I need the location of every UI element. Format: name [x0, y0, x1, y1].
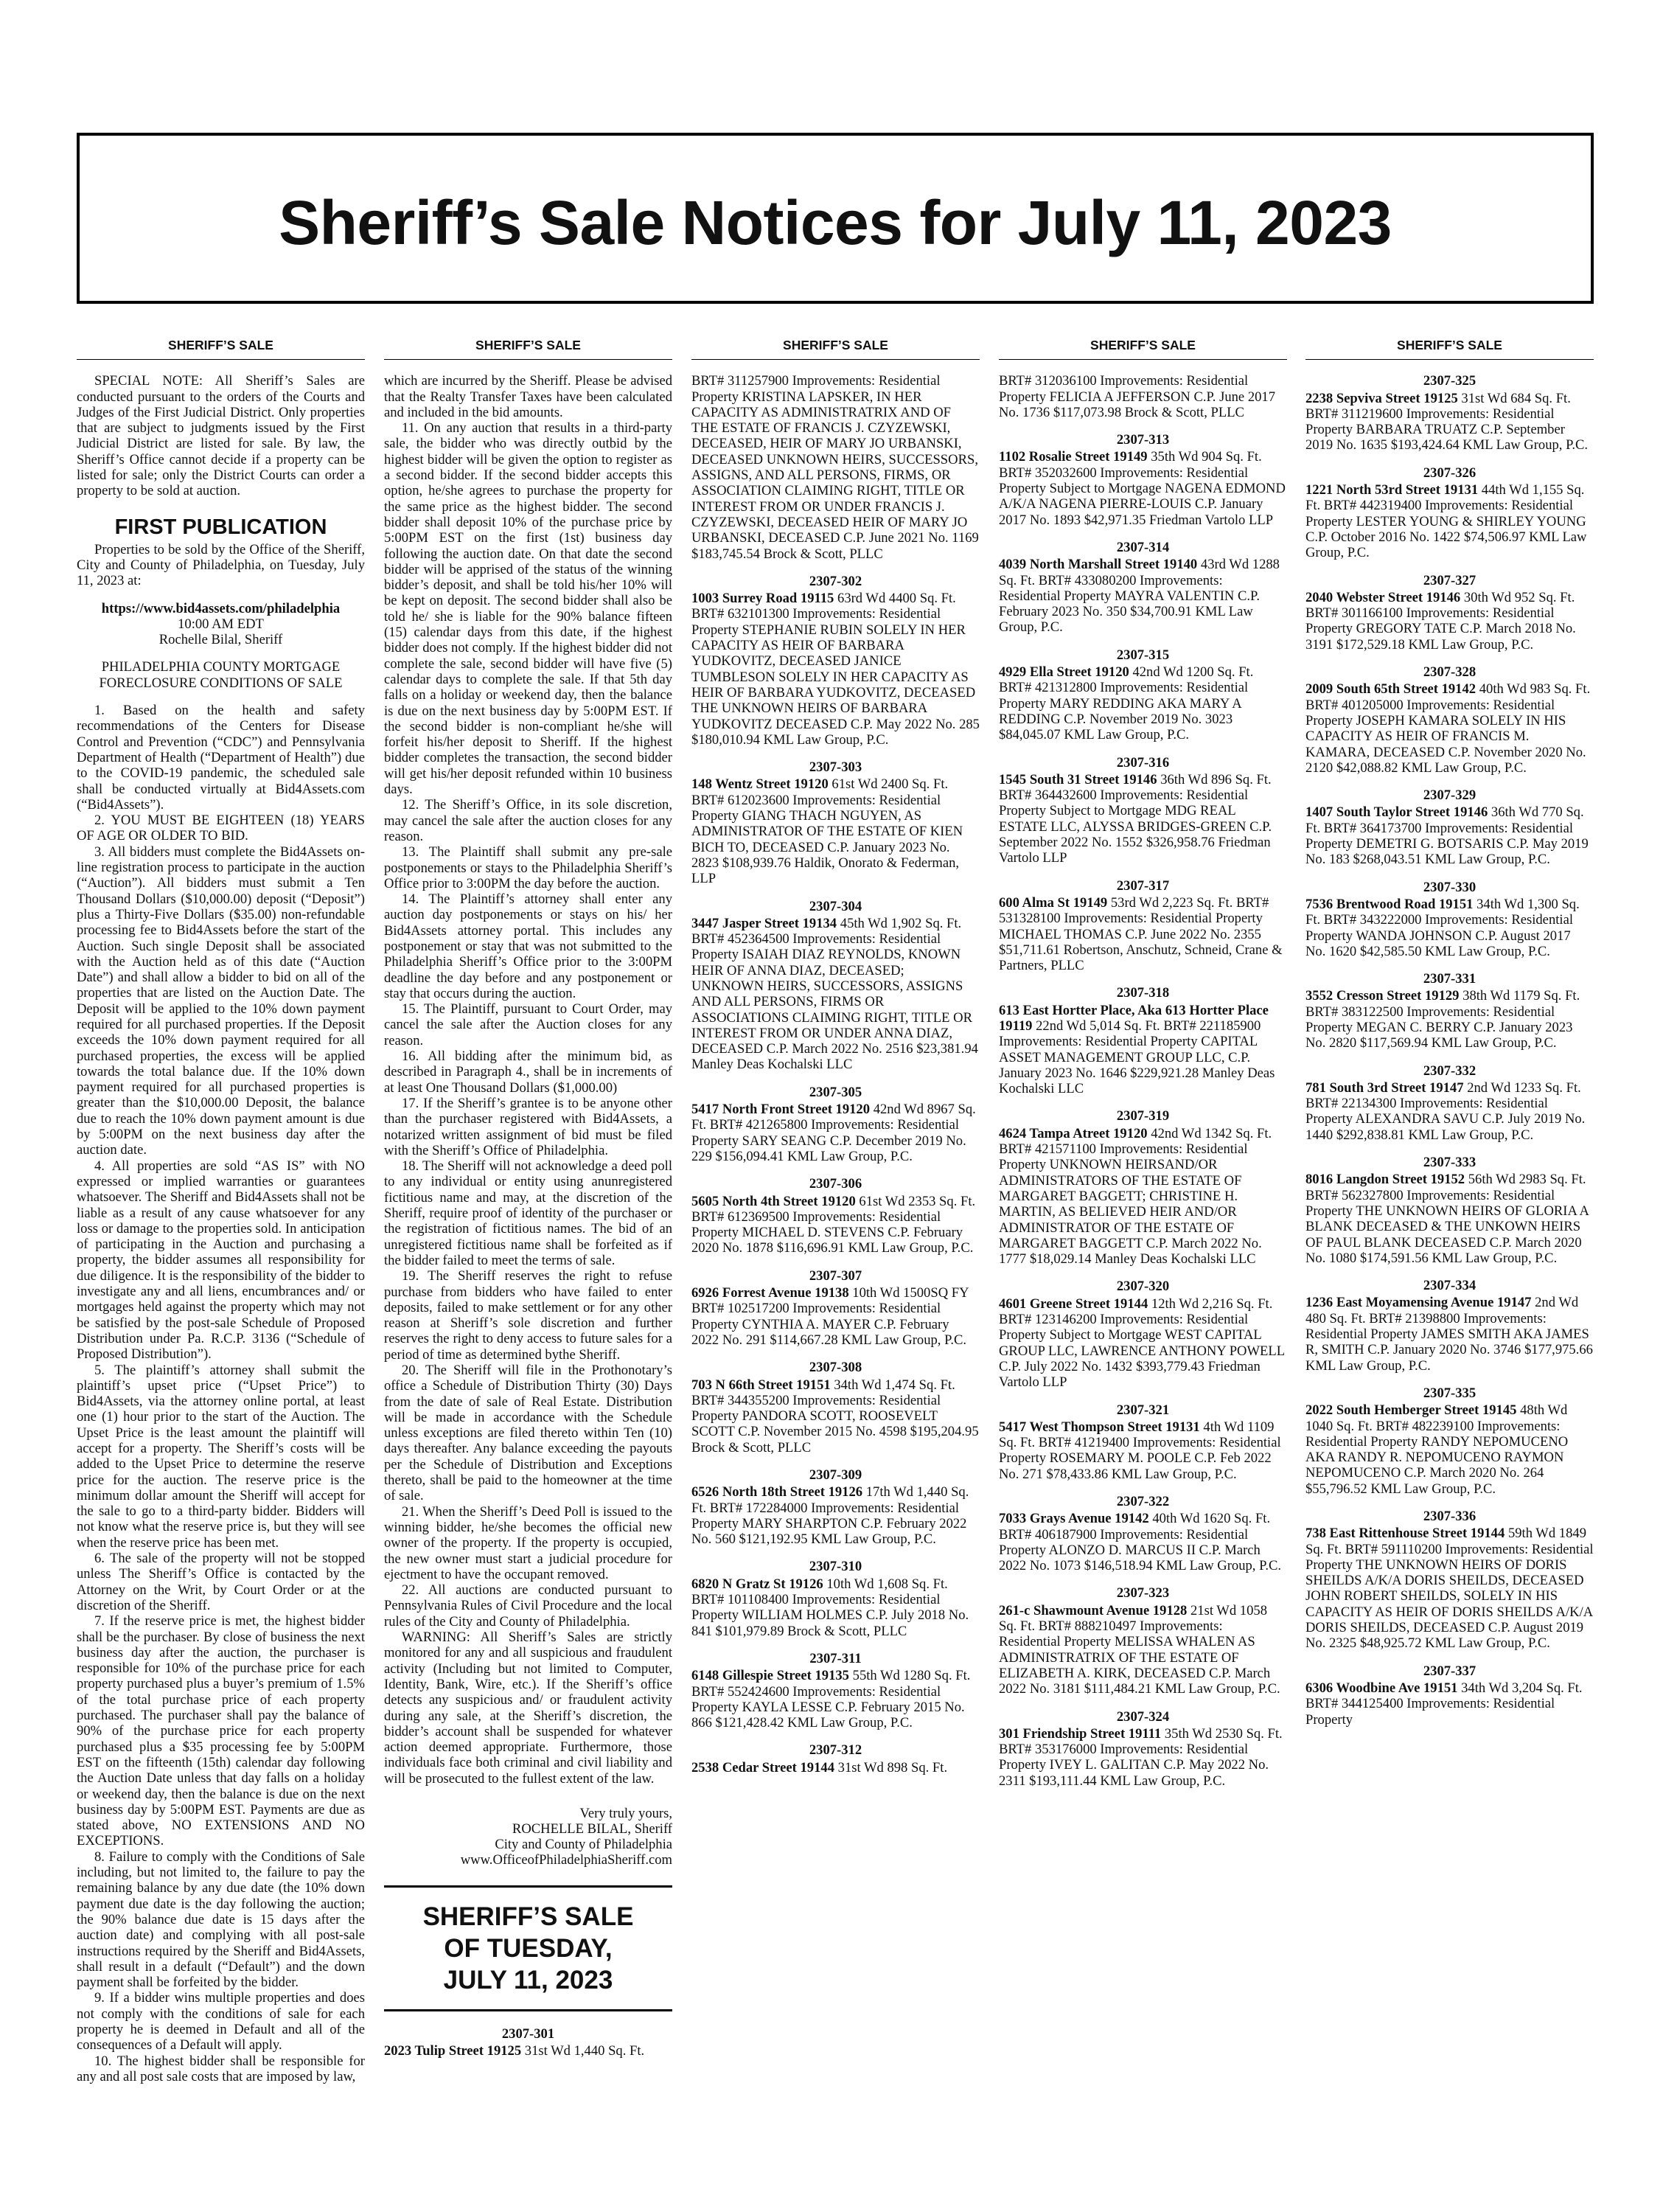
- lot-address: 3552 Cresson Street 19129: [1305, 988, 1460, 1004]
- lot-address: 781 South 3rd Street 19147: [1305, 1079, 1464, 1096]
- lot-description: [691, 776, 980, 886]
- lot-address: 5417 West Thompson Street 19131: [999, 1419, 1200, 1435]
- lot-item: [1305, 1155, 1594, 1266]
- title-box: [77, 133, 1594, 304]
- lot-description: [384, 2043, 672, 2059]
- lot-item: [691, 1467, 980, 1547]
- condition-item: 10. The highest bidder shall be responsible for any and all post sale costs that are imposed by law,: [77, 2053, 365, 2084]
- lot-description: [999, 895, 1287, 973]
- lot-number: 2307-305: [809, 1084, 862, 1100]
- lot-item: [999, 878, 1287, 974]
- lot-item: [999, 373, 1287, 420]
- lot-item: [999, 1709, 1287, 1789]
- lot-details: 30th Wd 952 Sq. Ft. BRT# 301166100 Improvements: Residential Property GREGORY TATE C.P. March 2018 No. 3191 $172,529.18 KML Law Group, P.C.: [1305, 589, 1576, 653]
- lot-details: 35th Wd 2530 Sq. Ft. BRT# 353176000 Improvements: Residential Property IVEY L. GALITAN C.P. May 2022 No. 2311 $193,111.44 KML Law Group, P.C.: [999, 1725, 1283, 1789]
- lot-description: [1305, 988, 1594, 1051]
- conditions-list-col2: [384, 373, 672, 1787]
- lot-address: 5417 North Front Street 19120: [691, 1102, 871, 1118]
- condition-item: 20. The Sheriff will file in the Prothonotary’s office a Schedule of Distribution Thirty (30) Days from the date of sale of Real Estate. Distribution will be made in accordance with the Schedule unless exceptions are filed thereto within Ten (10) days thereafter. Any balance exceeding the payouts per the Schedule of Distribution and Exceptions thereto, shall be paid to the homeowner at the time of sale.: [384, 1363, 672, 1504]
- lot-item: [999, 432, 1287, 528]
- lot-description: [999, 1419, 1287, 1482]
- lot-address: 4039 North Marshall Street 19140: [999, 557, 1198, 573]
- lot-description: [691, 591, 980, 748]
- lot-details: 63rd Wd 4400 Sq. Ft. BRT# 632101300 Improvements: Residential Property STEPHANIE RUBIN SOLELY IN HER CAPACITY AS HEIR OF BARBARA YUDKOVITZ, DECEASED JANICE TUMBLESON SOLELY IN HER CAPACITY AS HEIR OF BARBARA YUDKOVITZ, DECEASED THE UNKNOWN HEIRS OF BARBARA YUDKOVITZ DECEASED C.P. May 2022 No. 285 $180,010.94 KML Law Group, P.C.: [691, 591, 980, 748]
- lot-details: 61st Wd 2400 Sq. Ft. BRT# 612023600 Improvements: Residential Property GIANG THACH NGUYEN, AS ADMINISTRATOR OF THE ESTATE OF KIEN BICH TO, DECEASED C.P. January 2023 No. 2823 $108,939.76 Haldik, Onorato & Federman, LLP: [691, 776, 963, 887]
- lot-description: [691, 1668, 980, 1731]
- lot-description: [1305, 590, 1594, 653]
- lot-details: 10th Wd 1500SQ FY BRT# 102517200 Improvements: Residential Property CYNTHIA A. MAYER C.P. February 2022 No. 291 $114,667.28 KML Law Group, P.C.: [691, 1285, 969, 1348]
- lot-address: 6926 Forrest Avenue 19138: [691, 1285, 849, 1301]
- lot-number: 2307-322: [1116, 1494, 1170, 1509]
- lot-item: [384, 2026, 672, 2059]
- column-3: [691, 338, 980, 2181]
- lot-number: 2307-336: [1423, 1509, 1476, 1524]
- signature-block: [384, 1806, 672, 1868]
- lot-number: 2307-310: [809, 1559, 862, 1575]
- lot-address: 738 East Rittenhouse Street 19144: [1305, 1526, 1505, 1542]
- lot-number: 2307-320: [1116, 1279, 1170, 1295]
- conditions-title-1: PHILADELPHIA COUNTY MORTGAGE: [101, 659, 341, 675]
- lot-details: 45th Wd 1,902 Sq. Ft. BRT# 452364500 Improvements: Residential Property ISAIAH DIAZ REYNOLDS, KNOWN HEIR OF ANNA DIAZ, DECEASED; UNKNOWN HEIRS, SUCCESSORS, ASSIGNS AND ALL PERSONS, FIRMS OR ASSOCIATIONS CLAIMING RIGHT, TITLE OR INTEREST FROM OR UNDER ANNA DIAZ, DECEASED C.P. March 2022 No. 2516 $23,381.94 Manley Deas Kochalski LLC: [691, 915, 978, 1073]
- lot-details: 35th Wd 904 Sq. Ft. BRT# 352032600 Improvements: Residential Property Subject to Mortgage NAGENA EDMOND A/K/A NAGENA PIERRE-LOUIS C.P. January 2017 No. 1893 $42,971.35 Friedman Vartolo LLP: [999, 449, 1286, 528]
- column-2: [384, 338, 672, 2181]
- lot-item: [1305, 373, 1594, 453]
- lot-item: [1305, 1663, 1594, 1728]
- lot-number: 2307-325: [1423, 373, 1476, 389]
- lot-item: [1305, 880, 1594, 959]
- lot-item: [691, 1651, 980, 1731]
- lot-item: [691, 1360, 980, 1455]
- lot-details: 38th Wd 1179 Sq. Ft. BRT# 383122500 Improvements: Residential Property MEGAN C. BERRY C.P. January 2023 No. 2820 $117,569.94 KML Law Group, P.C.: [1305, 988, 1580, 1051]
- lot-item: [1305, 971, 1594, 1051]
- lot-details: 53rd Wd 2,223 Sq. Ft. BRT# 531328100 Improvements: Residential Property MICHAEL THOMAS C.P. June 2022 No. 2355 $51,711.61 Robertson, Anschutz, Schneid, Crane & Partners, PLLC: [999, 894, 1283, 974]
- lot-description: [1305, 681, 1594, 776]
- lot-description: [999, 1511, 1287, 1573]
- lot-address: 2009 South 65th Street 19142: [1305, 681, 1476, 698]
- special-note: SPECIAL NOTE: All Sheriff’s Sales are conducted pursuant to the orders of the Courts and Judges of the First Judicial District. Only properties that are subject to judgments issued by the First Judicial District are listed for sale. By law, the Sheriff’s Office cannot decide if a property can be listed for sale; only the District Courts can order a property to be sold at auction.: [77, 373, 365, 499]
- lot-address: 1545 South 31 Street 19146: [999, 771, 1157, 787]
- lot-description: [691, 1576, 980, 1639]
- lot-details: 44th Wd 1,155 Sq. Ft. BRT# 442319400 Improvements: Residential Property LESTER YOUNG & SHIRLEY YOUNG C.P. October 2016 No. 1422 $74,506.97 KML Law Group, P.C.: [1305, 482, 1587, 561]
- lot-number: 2307-319: [1116, 1108, 1170, 1124]
- lot-details: BRT# 311257900 Improvements: Residential Property KRISTINA LAPSKER, IN HER CAPACITY AS ADMINISTRATRIX AND OF THE ESTATE OF FRANCIS J. CZYZEWSKI, DECEASED, HEIR OF MARY JO URBANSKI, DECEASED UNKNOWN HEIRS, SUCCESSORS, ASSIGNS, AND ALL PERSONS, FIRMS, OR ASSOCIATION CLAIMING RIGHT, TITLE OR INTEREST FROM OR UNDER FRANCIS J. CZYZEWSKI, DECEASED HEIR OF MARY JO URBANSKI, DECEASED C.P. June 2021 No. 1169 $183,745.54 Brock & Scott, PLLC: [691, 373, 979, 562]
- column-header: SHERIFF’S SALE: [999, 338, 1287, 360]
- lot-number: 2307-316: [1116, 754, 1170, 771]
- signature-line: Very truly yours,: [579, 1806, 672, 1822]
- lot-description: [999, 1296, 1287, 1391]
- lot-description: [691, 1102, 980, 1164]
- lot-description: [691, 373, 980, 562]
- auction-time: 10:00 AM EDT: [178, 616, 264, 632]
- signature-line: City and County of Philadelphia: [495, 1837, 672, 1853]
- lot-item: [1305, 787, 1594, 867]
- lot-number: 2307-309: [809, 1467, 862, 1483]
- lot-details: 2nd Wd 1233 Sq. Ft. BRT# 22134300 Improvements: Residential Property ALEXANDRA SAVU C.P. July 2019 No. 1440 $292,838.81 KML Law Group, P.C.: [1305, 1079, 1586, 1143]
- lot-details: BRT# 312036100 Improvements: Residential Property FELICIA A JEFFERSON C.P. June 2017 No. 1736 $117,073.98 Brock & Scott, PLLC: [999, 373, 1276, 420]
- lot-description: [691, 916, 980, 1073]
- lot-description: [999, 1603, 1287, 1697]
- condition-item: 15. The Plaintiff, pursuant to Court Order, may cancel the sale after the Auction closes for any reason.: [384, 1001, 672, 1048]
- lot-number: 2307-313: [1116, 432, 1170, 448]
- lot-number: 2307-329: [1423, 787, 1476, 804]
- lot-address: 3447 Jasper Street 19134: [691, 915, 837, 931]
- lot-address: 2040 Webster Street 19146: [1305, 589, 1461, 605]
- condition-item: 3. All bidders must complete the Bid4Assets on-line registration process to participate in the auction (“Auction”). All bidders must submit a Ten Thousand Dollars ($10,000.00) deposit (“Deposit”) plus a Thirty-Five Dollars ($35.00) non-refundable processing fee to Bid4Assets before the start of the Auction. Such single Deposit shall be associated with the Auction held as of this date (“Auction Date”) and shall allow a bidder to bid on all of the properties that are listed on the Auction Date. The Deposit will be applied to the 10% down payment required for all purchased properties. If the Deposit exceeds the 10% down payment required for all purchased properties, the excess will be applied towards the total balance due. If the 10% down payment required for all purchased properties is greater than the $10,000.00 Deposit, the balance due to reach the 10% down payment amount is due by 5:00PM on the next business day after the auction date.: [77, 844, 365, 1158]
- lot-number: 2307-328: [1423, 664, 1476, 681]
- lot-details: 42nd Wd 8967 Sq. Ft. BRT# 421265800 Improvements: Residential Property SARY SEANG C.P. December 2019 No. 229 $156,094.41 KML Law Group, P.C.: [691, 1102, 976, 1164]
- lot-address: 1407 South Taylor Street 19146: [1305, 804, 1488, 821]
- lot-item: [691, 1559, 980, 1638]
- lot-number: 2307-308: [809, 1360, 862, 1376]
- lot-address: 4929 Ella Street 19120: [999, 664, 1129, 681]
- lot-address: 2238 Sepviva Street 19125: [1305, 390, 1458, 406]
- sale-box-line: OF TUESDAY,: [444, 1934, 613, 1964]
- lot-address: 6148 Gillespie Street 19135: [691, 1668, 849, 1684]
- lot-number: 2307-334: [1423, 1278, 1476, 1294]
- lot-number: 2307-317: [1116, 877, 1170, 894]
- lot-address: 1003 Surrey Road 19115: [691, 591, 834, 607]
- lot-number: 2307-333: [1423, 1155, 1476, 1171]
- lot-details: 40th Wd 1620 Sq. Ft. BRT# 406187900 Improvements: Residential Property ALONZO D. MARCUS II C.P. March 2022 No. 1073 $146,518.94 KML Law Group, P.C.: [999, 1511, 1282, 1574]
- condition-item: 2. YOU MUST BE EIGHTEEN (18) YEARS OF AGE OR OLDER TO BID.: [77, 813, 365, 844]
- lot-number: 2307-331: [1423, 971, 1476, 987]
- lot-number: 2307-314: [1116, 539, 1170, 555]
- lot-item: [691, 759, 980, 886]
- lot-item: [999, 985, 1287, 1096]
- lot-item: [999, 755, 1287, 866]
- lot-details: 31st Wd 1,440 Sq. Ft.: [524, 2043, 645, 2059]
- condition-item: 9. If a bidder wins multiple properties and does not comply with the conditions of sale for each property he is deemed in Default and all of the consequences of a Default will apply.: [77, 1990, 365, 2053]
- lot-list: [1305, 373, 1594, 1728]
- lot-address: 2538 Cedar Street 19144: [691, 1759, 834, 1775]
- lot-item: [999, 1108, 1287, 1267]
- first-publication-heading: FIRST PUBLICATION: [114, 515, 327, 539]
- lot-details: 34th Wd 1,474 Sq. Ft. BRT# 344355200 Improvements: Residential Property PANDORA SCOTT, ROOSEVELT SCOTT C.P. November 2015 No. 4598 $195,204.95 Brock & Scott, PLLC: [691, 1377, 979, 1455]
- lot-description: [1305, 1080, 1594, 1143]
- lot-item: [999, 1494, 1287, 1573]
- condition-item: 1. Based on the health and safety recommendations of the Centers for Disease Control and Prevention (“CDC”) and Pennsylvania Department of Health (“Department of Health”) due to the COVID-19 pandemic, the scheduled sale shall be conducted virtually at Bid4Assets.com (“Bid4Assets”).: [77, 703, 365, 813]
- lot-address: 261-c Shawmount Avenue 19128: [999, 1602, 1188, 1618]
- lot-description: [691, 1484, 980, 1547]
- lot-details: 2nd Wd 480 Sq. Ft. BRT# 21398800 Improvements: Residential Property JAMES SMITH AKA JAMES R, SMITH C.P. January 2020 No. 3746 $177,975.66 KML Law Group, P.C.: [1305, 1295, 1593, 1374]
- sale-date-box: [384, 1885, 672, 2011]
- lot-address: 600 Alma St 19149: [999, 894, 1108, 911]
- lot-description: [1305, 897, 1594, 959]
- lot-address: 1221 North 53rd Street 19131: [1305, 482, 1479, 498]
- lot-details: 61st Wd 2353 Sq. Ft. BRT# 612369500 Improvements: Residential Property MICHAEL D. STEVENS C.P. February 2020 No. 1878 $116,696.91 KML Law Group, P.C.: [691, 1193, 976, 1256]
- lot-address: 2022 South Hemberger Street 19145: [1305, 1402, 1517, 1419]
- lot-number: 2307-327: [1423, 572, 1476, 588]
- lot-details: 12th Wd 2,216 Sq. Ft. BRT# 123146200 Improvements: Residential Property Subject to Mortgage WEST CAPITAL GROUP LLC, LAWRENCE ANTHONY POWELL C.P. July 2022 No. 1432 $393,779.43 Friedman Vartolo LLP: [999, 1295, 1285, 1391]
- condition-item: 5. The plaintiff’s attorney shall submit the plaintiff’s upset price (“Upset Price”) to Bid4Assets, via the attorney online portal, at least one (1) hour prior to the start of the Auction. The Upset Price is the least amount the plaintiff will accept for a property. The Sheriff’s costs will be added to the Upset Price to determine the reserve price for the auction. The reserve price is the minimum dollar amount the Sheriff will accept for the sale to go to a third-party bidder. Bidders will not know what the reserve price is, but they will see when the reserve price has been met.: [77, 1362, 365, 1551]
- condition-item: 21. When the Sheriff’s Deed Poll is issued to the winning bidder, he/she becomes the official new owner of the property. If the property is occupied, the new owner must start a judicial procedure for ejectment to have the occupant removed.: [384, 1503, 672, 1582]
- lot-number: 2307-324: [1116, 1708, 1170, 1725]
- condition-item: 13. The Plaintiff shall submit any pre-sale postponements or stays to the Philadelphia Sheriff’s Office prior to 3:00PM the day before the auction.: [384, 844, 672, 891]
- condition-item: 17. If the Sheriff’s grantee is to be anyone other than the purchaser registered with Bid4Assets, a notarized written assignment of bid must be filed with the Sheriff’s Office of Philadelphia.: [384, 1095, 672, 1158]
- lot-details: 48th Wd 1040 Sq. Ft. BRT# 482239100 Improvements: Residential Property RANDY NEPOMUCENO AKA RANDY R. NEPOMUCENO RAYMON NEPOMUCENO C.P. March 2020 No. 264 $55,796.52 KML Law Group, P.C.: [1305, 1402, 1569, 1497]
- lot-address: 1102 Rosalie Street 19149: [999, 449, 1148, 465]
- lot-address: 613 East Hortter Place, Aka 613 Hortter Place 19119: [999, 1002, 1269, 1034]
- lot-details: 40th Wd 983 Sq. Ft. BRT# 401205000 Improvements: Residential Property JOSEPH KAMARA SOLELY IN HIS CAPACITY AS HEIR OF FRANCIS M. KAMARA, DECEASED C.P. November 2020 No. 2120 $42,088.82 KML Law Group, P.C.: [1305, 681, 1591, 776]
- column-header: SHERIFF’S SALE: [77, 338, 365, 360]
- lot-number: 2307-323: [1116, 1585, 1170, 1601]
- lot-address: 4624 Tampa Atreet 19120: [999, 1125, 1148, 1141]
- lot-details: 43rd Wd 1288 Sq. Ft. BRT# 433080200 Improvements: Residential Property MAYRA VALENTIN C.P. February 2023 No. 350 $34,700.91 KML Law Group, P.C.: [999, 557, 1280, 636]
- conditions-title-2: FORECLOSURE CONDITIONS OF SALE: [99, 675, 343, 691]
- lot-item: [691, 574, 980, 748]
- page-title: Sheriff’s Sale Notices for July 11, 2023: [279, 187, 1392, 257]
- column-1: [77, 338, 365, 2181]
- lot-details: 55th Wd 1280 Sq. Ft. BRT# 552424600 Improvements: Residential Property KAYLA LESSE C.P. February 2015 No. 866 $121,428.42 KML Law Group, P.C.: [691, 1668, 971, 1731]
- signature-website[interactable]: www.OfficeofPhiladelphiaSheriff.com: [460, 1852, 672, 1868]
- lot-details: 31st Wd 684 Sq. Ft. BRT# 311219600 Improvements: Residential Property BARBARA TRUATZ C.P. September 2019 No. 1635 $193,424.64 KML Law Group, P.C.: [1305, 390, 1589, 453]
- lot-item: [691, 899, 980, 1073]
- lot-list: [384, 2026, 672, 2059]
- lot-item: [1305, 1278, 1594, 1374]
- lot-details: 22nd Wd 5,014 Sq. Ft. BRT# 221185900 Improvements: Residential Property CAPITAL ASSET MANAGEMENT GROUP LLC, C.P. January 2023 No. 1646 $229,921.28 Manley Deas Kochalski LLC: [999, 1018, 1275, 1097]
- lot-description: [999, 373, 1287, 420]
- condition-item: 12. The Sheriff’s Office, in its sole discretion, may cancel the sale after the auction closes for any reason.: [384, 797, 672, 844]
- lot-number: 2307-315: [1116, 647, 1170, 663]
- lot-number: 2307-304: [809, 898, 862, 914]
- warning-text: WARNING: All Sheriff’s Sales are strictly monitored for any and all suspicious and fraudulent activity (Including but not limited to Computer, Identity, Bank, Wire, etc.). If the Sheriff’s office detects any suspicious and/ or fraudulent activity during any sale, at the Sheriff’s discretion, the bidder’s account shall be suspended for whatever action deemed appropriate. Furthermore, those individuals face both criminal and civil liability and will be prosecuted to the fullest extent of the law.: [384, 1630, 672, 1787]
- lot-item: [691, 1085, 980, 1164]
- signature-line: ROCHELLE BILAL, Sheriff: [512, 1821, 672, 1837]
- lot-description: [999, 664, 1287, 742]
- condition-item: 6. The sale of the property will not be stopped unless The Sheriff’s Office is contacted by the Attorney on the Writ, by Court Order or at the discretion of the Sheriff.: [77, 1551, 365, 1613]
- lot-address: 703 N 66th Street 19151: [691, 1377, 831, 1393]
- lot-description: [691, 1285, 980, 1348]
- lot-description: [691, 1760, 980, 1775]
- lot-number: 2307-301: [501, 2026, 555, 2042]
- lot-details: 17th Wd 1,440 Sq. Ft. BRT# 172284000 Improvements: Residential Property MARY SHARPTON C.P. February 2022 No. 560 $121,192.95 KML Law Group, P.C.: [691, 1484, 969, 1548]
- column-header: SHERIFF’S SALE: [1305, 338, 1594, 360]
- lot-description: [999, 772, 1287, 866]
- lot-address: 5605 North 4th Street 19120: [691, 1193, 856, 1209]
- lot-details: 36th Wd 770 Sq. Ft. BRT# 364173700 Improvements: Residential Property DEMETRI G. BOTSARIS C.P. May 2019 No. 183 $268,043.51 KML Law Group, P.C.: [1305, 804, 1589, 868]
- lot-address: 7033 Grays Avenue 19142: [999, 1511, 1149, 1527]
- condition-item: 14. The Plaintiff’s attorney shall enter any auction day postponements or stays on his/ her Bid4Assets attorney portal. This includes any postponement or stay that was not submitted to the Philadelphia Sheriff’s Office prior to the 3:00PM deadline the day before and any postponement or stay that occurs during the auction.: [384, 891, 672, 1001]
- lot-details: 31st Wd 898 Sq. Ft.: [837, 1759, 948, 1775]
- lot-item: [999, 540, 1287, 636]
- lot-number: 2307-312: [809, 1742, 862, 1759]
- lot-description: [999, 1003, 1287, 1097]
- lot-item: [1305, 573, 1594, 653]
- column-header: SHERIFF’S SALE: [384, 338, 672, 360]
- lot-number: 2307-302: [809, 573, 862, 589]
- condition-item: 18. The Sheriff will not acknowledge a deed poll to any individual or entity using anunregistered fictitious name and may, at the discretion of the Sheriff, require proof of identity of the purchaser or the registration of fictitious names. The bid of an unregistered fictitious name shall be forfeited as if the bidder failed to meet the terms of sale.: [384, 1158, 672, 1268]
- lot-description: [1305, 1172, 1594, 1266]
- lot-address: 4601 Greene Street 19144: [999, 1295, 1148, 1312]
- lot-number: 2307-330: [1423, 879, 1476, 895]
- lot-number: 2307-306: [809, 1176, 862, 1192]
- lot-item: [691, 1176, 980, 1256]
- lot-address: 2023 Tulip Street 19125: [384, 2043, 522, 2059]
- auction-url[interactable]: https://www.bid4assets.com/philadelphia: [101, 600, 341, 616]
- column-header: SHERIFF’S SALE: [691, 338, 980, 360]
- condition-item: 22. All auctions are conducted pursuant to Pennsylvania Rules of Civil Procedure and the local rules of the City and County of Philadelphia.: [384, 1582, 672, 1630]
- lot-description: [1305, 1526, 1594, 1651]
- lot-item: [1305, 1063, 1594, 1143]
- lot-number: 2307-303: [809, 759, 862, 776]
- sheriff-name: Rochelle Bilal, Sheriff: [158, 632, 283, 648]
- lot-list: [999, 373, 1287, 1789]
- lot-item: [1305, 664, 1594, 776]
- lot-number: 2307-332: [1423, 1062, 1476, 1079]
- publication-text: Properties to be sold by the Office of the Sheriff, City and County of Philadelphia, on Tuesday, July 11, 2023 at:: [77, 541, 365, 589]
- lot-address: 6526 North 18th Street 19126: [691, 1484, 863, 1500]
- lot-number: 2307-335: [1423, 1385, 1476, 1401]
- lot-description: [691, 1194, 980, 1256]
- lot-description: [999, 1126, 1287, 1267]
- column-5: [1305, 338, 1594, 2181]
- lot-item: [691, 1268, 980, 1348]
- condition-item: 19. The Sheriff reserves the right to refuse purchase from bidders who have failed to enter deposits, failed to make settlement or for any other reason at Sheriff’s sole discretion and further reserves the right to deny access to future sales for a period of time as determined bythe Sheriff.: [384, 1268, 672, 1363]
- lot-details: 10th Wd 1,608 Sq. Ft. BRT# 101108400 Improvements: Residential Property WILLIAM HOLMES C.P. July 2018 No. 841 $101,979.89 Brock & Scott, PLLC: [691, 1576, 969, 1639]
- lot-address: 8016 Langdon Street 19152: [1305, 1172, 1465, 1188]
- lot-item: [1305, 465, 1594, 561]
- lot-address: 6306 Woodbine Ave 19151: [1305, 1680, 1458, 1696]
- sale-box-line: SHERIFF’S SALE: [422, 1902, 634, 1932]
- lot-description: [999, 1726, 1287, 1789]
- condition-item: 4. All properties are sold “AS IS” with NO expressed or implied warranties or guarantees whatsoever. The Sheriff and Bid4Assets shall not be liable as a result of any cause whatsoever for any loss or damage to the properties sold. In anticipation of participating in the Auction and purchasing a property, the bidder assumes all responsibility for due diligence. It is the responsibility of the bidder to investigate any and all liens, encumbrances and/ or mortgages held against the property which may not be satisfied by the post-sale Schedule of Proposed Distribution under Pa. R.C.P. 3136 (“Schedule of Proposed Distribution”).: [77, 1158, 365, 1363]
- lot-description: [1305, 1295, 1594, 1373]
- sale-box-line: JULY 11, 2023: [443, 1966, 613, 1995]
- condition-item: 8. Failure to comply with the Conditions of Sale including, but not limited to, the failure to pay the remaining balance by any due date (the 10% down payment due date is the day following the auction; the 90% balance due date is 15 days after the auction date) and complying with all post-sale instructions required by the Sheriff and Bid4Assets, shall result in a default (“Default”) and the down payment shall be forfeited by the bidder.: [77, 1848, 365, 1991]
- condition-item: 11. On any auction that results in a third-party sale, the bidder who was directly outbid by the highest bidder will be given the option to register as a second bidder. If the second bidder accepts this option, he/she agrees to purchase the property for the same price as the highest bidder. The second bidder shall deposit 10% of the purchase price by 5:00PM EST on the first (1st) business day following the auction date. On that date the second bidder will be apprised of the status of the winning bidder’s deposit, and shall be told his/her 10% will be kept on deposit. The second bidder shall also be told he/ she is liable for the 90% balance fifteen (15) calendar days from this date, if the highest bidder does not comply. If the highest bidder did not complete the sale, second bidder will have five (5) calendar days to complete the sale. If that 5th day falls on a holiday or weekend day, then the balance is due on the next business day by 5:00PM EST. If the second bidder is non-compliant he/she will forfeit his/her deposit to Sheriff. If the highest bidder completes the transaction, the second bidder will get his/her deposit refunded within 10 business days.: [384, 420, 672, 798]
- lot-details: 42nd Wd 1342 Sq. Ft. BRT# 421571100 Improvements: Residential Property UNKNOWN HEIRSAND/OR ADMINISTRATORS OF THE ESTATE OF MARGARET BAGGETT; CHRISTINE H. MARTIN, AS BELIEVED HEIR AND/OR ADMINISTRATOR OF THE ESTATE OF MARGARET BAGGETT C.P. March 2022 No. 1777 $18,029.14 Manley Deas Kochalski LLC: [999, 1125, 1272, 1267]
- lot-description: [999, 557, 1287, 635]
- lot-details: 21st Wd 1058 Sq. Ft. BRT# 888210497 Improvements: Residential Property MELISSA WHALEN AS ADMINISTRATRIX OF THE ESTATE OF ELIZABETH A. KIRK, DECEASED C.P. March 2022 No. 3181 $111,484.21 KML Law Group, P.C.: [999, 1602, 1280, 1697]
- lot-details: 4th Wd 1109 Sq. Ft. BRT# 41219400 Improvements: Residential Property ROSEMARY M. POOLE C.P. Feb 2022 No. 271 $78,433.86 KML Law Group, P.C.: [999, 1419, 1281, 1482]
- condition-item: which are incurred by the Sheriff. Please be advised that the Realty Transfer Taxes have been calculated and included in the bid amounts.: [384, 373, 672, 420]
- lot-item: [999, 1279, 1287, 1390]
- condition-item: 7. If the reserve price is met, the highest bidder shall be the purchaser. By close of business the next business day after the auction, the purchaser is responsible for 10% of the purchase price for each property purchased plus a buyer’s premium of 1.5% of the total purchase price of each property purchased. The purchaser shall pay the balance of 90% of the purchase price for each property purchased plus a $35 processing fee by 5:00PM EST on the fifteenth (15th) calendar day following the Auction Date unless that day falls on a holiday or weekend day, then the balance is due on the next business day by 5:00PM EST. Payments are due as stated above, NO EXTENSIONS AND NO EXCEPTIONS.: [77, 1613, 365, 1849]
- lot-number: 2307-321: [1116, 1402, 1170, 1418]
- lot-details: 59th Wd 1849 Sq. Ft. BRT# 591110200 Improvements: Residential Property THE UNKNOWN HEIRS OF DORIS SHEILDS A/K/A DORIS SHEILDS, DECEASED JOHN ROBERT SHEILDS, SOLELY IN HIS CAPACITY AS HEIR OF DORIS SHEILDS A/K/A DORIS SHEILDS, DECEASED C.P. August 2019 No. 2325 $48,925.72 KML Law Group, P.C.: [1305, 1526, 1594, 1652]
- lot-number: 2307-307: [809, 1267, 862, 1284]
- lot-item: [999, 1402, 1287, 1482]
- lot-details: 34th Wd 1,300 Sq. Ft. BRT# 343222000 Improvements: Residential Property WANDA JOHNSON C.P. August 2017 No. 1620 $42,585.50 KML Law Group, P.C.: [1305, 896, 1580, 959]
- lot-description: [1305, 804, 1594, 867]
- lot-address: 6820 N Gratz St 19126: [691, 1576, 823, 1592]
- lot-number: 2307-311: [809, 1650, 862, 1666]
- lot-item: [1305, 1385, 1594, 1497]
- lot-description: [1305, 391, 1594, 453]
- lot-description: [999, 449, 1287, 527]
- lot-details: 36th Wd 896 Sq. Ft. BRT# 364432600 Improvements: Residential Property Subject to Mortgage MDG REAL ESTATE LLC, ALYSSA BRIDGES-GREEN C.P. September 2022 No. 1552 $326,958.76 Friedman Vartolo LLP: [999, 771, 1272, 866]
- lot-address: 148 Wentz Street 19120: [691, 776, 829, 793]
- lot-item: [1305, 1509, 1594, 1652]
- lot-item: [999, 647, 1287, 743]
- lot-number: 2307-337: [1423, 1663, 1476, 1679]
- lot-description: [691, 1377, 980, 1455]
- lot-details: 42nd Wd 1200 Sq. Ft. BRT# 421312800 Improvements: Residential Property MARY REDDING AKA MARY A REDDING C.P. November 2019 No. 3023 $84,045.07 KML Law Group, P.C.: [999, 664, 1254, 743]
- lot-details: 34th Wd 3,204 Sq. Ft. BRT# 344125400 Improvements: Residential Property: [1305, 1680, 1583, 1728]
- lot-details: 56th Wd 2983 Sq. Ft. BRT# 562327800 Improvements: Residential Property THE UNKNOWN HEIRS OF GLORIA A BLANK DECEASED & THE UNKOWN HEIRS OF PAUL BLANK DECEASED C.P. March 2020 No. 1080 $174,591.56 KML Law Group, P.C.: [1305, 1172, 1589, 1266]
- lot-address: 1236 East Moyamensing Avenue 19147: [1305, 1295, 1532, 1311]
- lot-item: [999, 1585, 1287, 1697]
- columns: [77, 338, 1594, 2181]
- lot-item: [691, 373, 980, 562]
- lot-address: 7536 Brentwood Road 19151: [1305, 896, 1474, 912]
- column-4: [999, 338, 1287, 2181]
- lot-list: [691, 373, 980, 1775]
- lot-description: [1305, 482, 1594, 560]
- lot-number: 2307-318: [1116, 985, 1170, 1001]
- lot-number: 2307-326: [1423, 465, 1476, 481]
- conditions-list-col1: [77, 703, 365, 2084]
- lot-address: 301 Friendship Street 19111: [999, 1725, 1162, 1742]
- condition-item: 16. All bidding after the minimum bid, as described in Paragraph 4., shall be in increments of at least One Thousand Dollars ($1,000.00): [384, 1048, 672, 1096]
- lot-description: [1305, 1402, 1594, 1497]
- lot-description: [1305, 1680, 1594, 1728]
- lot-item: [691, 1742, 980, 1775]
